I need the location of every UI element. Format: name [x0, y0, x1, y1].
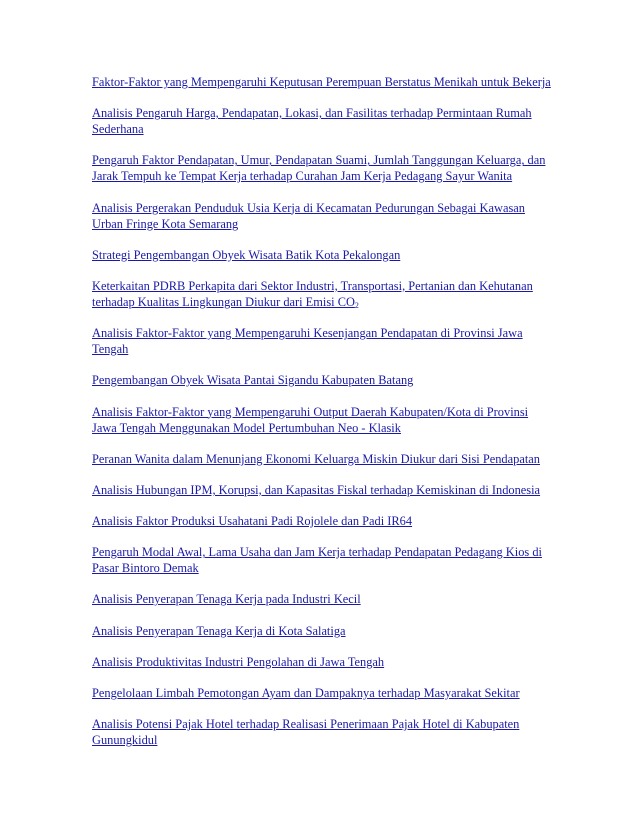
link-text: Analisis Faktor Produksi Usahatani Padi Rojolele dan Padi IR64 [92, 514, 413, 529]
link-subscript: 2 [354, 300, 359, 310]
link-item-7[interactable] [92, 325, 552, 357]
link-list [92, 74, 552, 763]
link-item-10[interactable] [92, 451, 552, 467]
link-item-15[interactable] [92, 623, 552, 639]
link-text: Analisis Faktor-Faktor yang Mempengaruhi Output Daerah Kabupaten/Kota di Provinsi Jawa Tengah Menggunakan Model Pertumbuhan Neo - Klasik [92, 404, 529, 435]
link-item-9[interactable] [92, 404, 552, 436]
link-text: Analisis Produktivitas Industri Pengolahan di Jawa Tengah [92, 654, 385, 669]
link-item-13[interactable] [92, 544, 552, 576]
link-text: Pengaruh Modal Awal, Lama Usaha dan Jam Kerja terhadap Pendapatan Pedagang Kios di Pasar Bintoro Demak [92, 545, 542, 576]
link-item-1[interactable] [92, 74, 552, 90]
link-text: Analisis Pengaruh Harga, Pendapatan, Lokasi, dan Fasilitas terhadap Permintaan Rumah Sederhana [92, 106, 532, 137]
link-text: Peranan Wanita dalam Menunjang Ekonomi Keluarga Miskin Diukur dari Sisi Pendapatan [92, 451, 540, 466]
link-item-11[interactable] [92, 482, 552, 498]
link-text: Pengaruh Faktor Pendapatan, Umur, Pendapatan Suami, Jumlah Tanggungan Keluarga, dan Jarak Tempuh ke Tempat Kerja terhadap Curahan Jam Kerja Pedagang Sayur Wanita [92, 153, 546, 184]
link-item-2[interactable] [92, 105, 552, 137]
link-item-3[interactable] [92, 152, 552, 184]
link-item-12[interactable] [92, 513, 552, 529]
link-text: Analisis Potensi Pajak Hotel terhadap Realisasi Penerimaan Pajak Hotel di Kabupaten Gunungkidul [92, 717, 520, 748]
link-text: Faktor-Faktor yang Mempengaruhi Keputusan Perempuan Berstatus Menikah untuk Bekerja [92, 75, 551, 89]
link-text: Analisis Penyerapan Tenaga Kerja pada Industri Kecil [92, 592, 361, 607]
link-item-4[interactable] [92, 200, 552, 232]
link-item-6[interactable] [92, 278, 552, 310]
link-text: Pengelolaan Limbah Pemotongan Ayam dan Dampaknya terhadap Masyarakat Sekitar [92, 686, 520, 700]
link-text: Keterkaitan PDRB Perkapita dari Sektor Industri, Transportasi, Pertanian dan Kehutanan terhadap Kualitas Lingkungan Diukur dari Emisi CO [92, 278, 533, 309]
link-item-16[interactable] [92, 654, 552, 670]
link-item-18[interactable] [92, 716, 552, 748]
link-item-8[interactable] [92, 372, 552, 388]
link-text: Analisis Faktor-Faktor yang Mempengaruhi Kesenjangan Pendapatan di Provinsi Jawa Tengah [92, 326, 523, 357]
link-text: Analisis Penyerapan Tenaga Kerja di Kota Salatiga [92, 623, 346, 638]
link-item-17[interactable] [92, 685, 552, 701]
link-item-14[interactable] [92, 591, 552, 607]
link-text: Analisis Pergerakan Penduduk Usia Kerja di Kecamatan Pedurungan Sebagai Kawasan Urban Fringe Kota Semarang [92, 200, 525, 231]
link-text: Strategi Pengembangan Obyek Wisata Batik Kota Pekalongan [92, 247, 401, 262]
link-text: Pengembangan Obyek Wisata Pantai Sigandu Kabupaten Batang [92, 373, 414, 388]
link-item-5[interactable] [92, 247, 552, 263]
link-text: Analisis Hubungan IPM, Korupsi, dan Kapasitas Fiskal terhadap Kemiskinan di Indonesia [92, 482, 541, 497]
